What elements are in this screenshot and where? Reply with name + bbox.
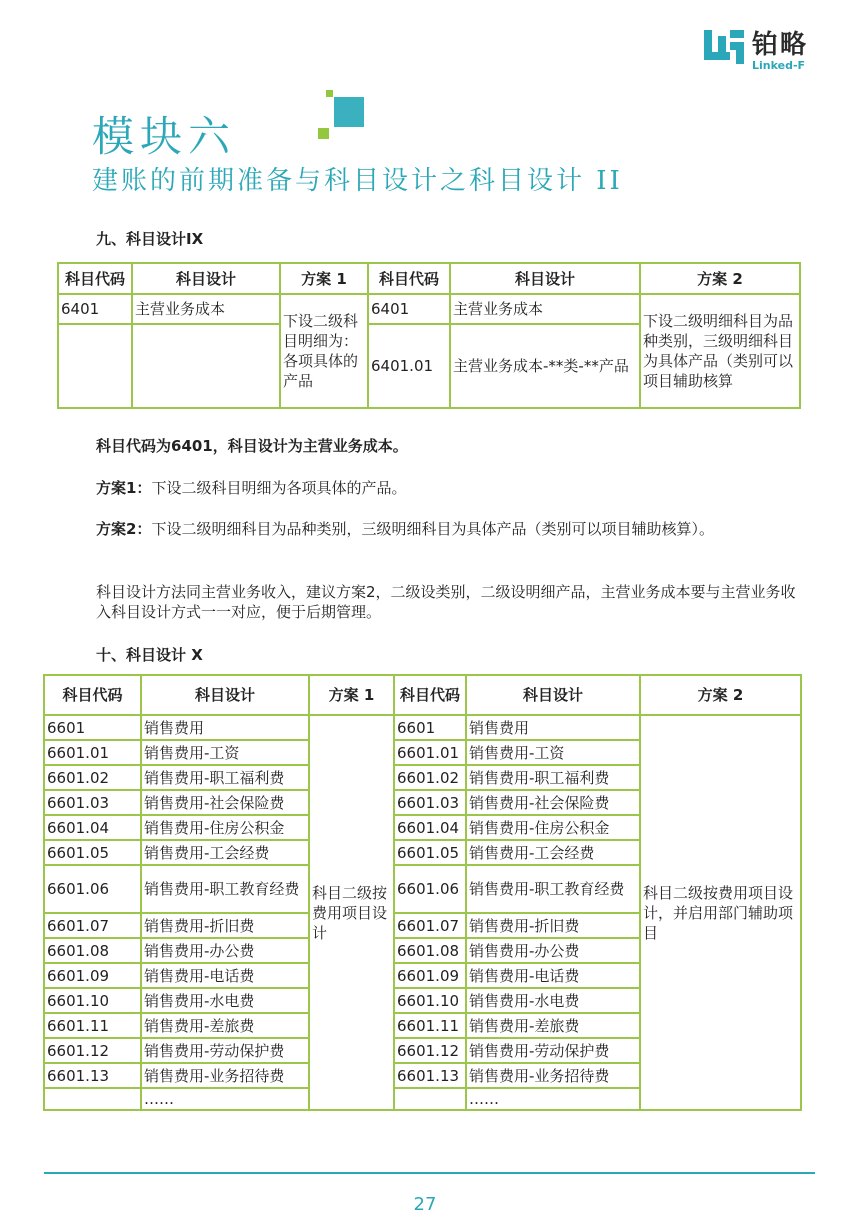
header-cell: 方案 2 [640,263,800,294]
name-cell: 销售费用 [141,715,309,740]
table-header-row [44,675,801,715]
name-cell: 销售费用-电话费 [141,963,309,988]
code-cell: 6601.01 [394,740,466,765]
code-cell [44,1088,141,1110]
code-cell: 6601.04 [394,815,466,840]
name-cell: 销售费用-职工教育经费 [466,865,640,913]
header-cell: 科目代码 [44,675,141,715]
name-cell: 主营业务成本 [132,294,280,324]
paragraph-summary: 科目代码为6401，科目设计为主营业务成本。 [96,437,408,455]
table-row [58,294,800,324]
code-cell: 6601.10 [44,988,141,1013]
header-cell: 方案 1 [280,263,368,294]
name-cell: 销售费用-职工教育经费 [141,865,309,913]
code-cell: 6601.05 [394,840,466,865]
paragraph-recommendation: 科目设计方法同主营业务收入，建议方案2，二级设类别，二级设明细产品，主营业务成本要与主营业务收入科目设计方式一一对应，便于后期管理。 [96,583,796,621]
name-cell: 主营业务成本-**类-**产品 [450,324,640,408]
code-cell: 6601.11 [44,1013,141,1038]
name-cell: 销售费用-差旅费 [466,1013,640,1038]
name-cell: 销售费用-折旧费 [466,913,640,938]
page-number: 27 [413,1194,437,1215]
code-cell: 6601.02 [394,765,466,790]
header-cell: 科目设计 [466,675,640,715]
header-cell: 方案 2 [640,675,801,715]
name-cell: 销售费用-工资 [466,740,640,765]
plan2-label: 方案2： [96,520,152,538]
name-cell: 销售费用-社会保险费 [466,790,640,815]
name-cell: 销售费用-住房公积金 [141,815,309,840]
header-cell: 科目代码 [368,263,450,294]
name-cell: 销售费用-劳动保护费 [466,1038,640,1063]
name-cell: 销售费用-水电费 [141,988,309,1013]
code-cell: 6601.09 [394,963,466,988]
code-cell: 6601.07 [44,913,141,938]
code-cell: 6601.12 [394,1038,466,1063]
code-cell: 6601.11 [394,1013,466,1038]
code-cell: 6601.06 [44,865,141,913]
section-9-title: 九、科目设计IX [96,230,204,248]
name-cell: 销售费用-水电费 [466,988,640,1013]
name-cell: 销售费用-工会经费 [466,840,640,865]
name-cell: 销售费用-住房公积金 [466,815,640,840]
module-title: 模块六 [92,112,237,161]
code-cell: 6601.02 [44,765,141,790]
code-cell: 6401 [58,294,132,324]
code-cell: 6601.13 [394,1063,466,1088]
code-cell: 6601.01 [44,740,141,765]
decor-square [326,90,333,97]
logo-chinese: 铂略 [751,30,808,60]
name-cell: 销售费用-业务招待费 [466,1063,640,1088]
name-cell: 销售费用-工资 [141,740,309,765]
code-cell: 6601.05 [44,840,141,865]
code-cell: 6601.08 [44,938,141,963]
code-cell: 6601.04 [44,815,141,840]
code-cell: 6601.13 [44,1063,141,1088]
code-cell: 6601.06 [394,865,466,913]
paragraph-plan1 [96,478,796,498]
code-cell: 6601 [394,715,466,740]
name-cell: 销售费用-差旅费 [141,1013,309,1038]
plan1-cell: 科目二级按费用项目设计 [309,715,394,1110]
footer-divider [44,1172,815,1174]
name-cell: 销售费用-办公费 [466,938,640,963]
code-cell [58,324,132,408]
name-cell: 销售费用-业务招待费 [141,1063,309,1088]
code-cell: 6601.12 [44,1038,141,1063]
decor-square [334,97,364,127]
module-subtitle: 建账的前期准备与科目设计之科目设计 II [92,166,623,196]
code-cell: 6601.10 [394,988,466,1013]
header-cell: 科目代码 [58,263,132,294]
name-cell: 销售费用-职工福利费 [466,765,640,790]
code-cell: 6601.08 [394,938,466,963]
name-cell: 销售费用-折旧费 [141,913,309,938]
header-cell: 科目设计 [132,263,280,294]
name-cell: 销售费用 [466,715,640,740]
name-cell: …… [141,1088,309,1110]
logo-english: Linked-F [751,59,806,72]
table-section-10 [43,674,802,1111]
plan2-text: 下设二级明细科目为品种类别，三级明细科目为具体产品（类别可以项目辅助核算）。 [151,520,714,538]
table-header-row [58,263,800,294]
code-cell: 6601.09 [44,963,141,988]
name-cell: …… [466,1088,640,1110]
name-cell: 销售费用-办公费 [141,938,309,963]
code-cell: 6601.03 [394,790,466,815]
decor-square [318,128,329,139]
code-cell [394,1088,466,1110]
name-cell: 销售费用-工会经费 [141,840,309,865]
table-row [44,715,801,740]
header-cell: 科目设计 [141,675,309,715]
header-cell: 科目代码 [394,675,466,715]
logo-mark-icon [704,30,746,72]
name-cell: 销售费用-电话费 [466,963,640,988]
paragraph-plan2 [96,519,796,539]
name-cell: 销售费用-社会保险费 [141,790,309,815]
header-cell: 方案 1 [309,675,394,715]
plan1-label: 方案1： [96,479,152,497]
code-cell: 6401 [368,294,450,324]
name-cell [132,324,280,408]
code-cell: 6601 [44,715,141,740]
plan2-cell: 科目二级按费用项目设计，并启用部门辅助项目 [640,715,801,1110]
name-cell: 销售费用-职工福利费 [141,765,309,790]
section-10-title: 十、科目设计 X [96,646,203,664]
name-cell: 销售费用-劳动保护费 [141,1038,309,1063]
brand-logo [704,30,808,74]
name-cell: 主营业务成本 [450,294,640,324]
table-section-9 [57,262,801,409]
plan2-cell: 下设二级明细科目为品种类别，三级明细科目为具体产品（类别可以项目辅助核算 [640,294,800,408]
plan1-text: 下设二级科目明细为各项具体的产品。 [151,479,407,497]
plan1-cell: 下设二级科目明细为：各项具体的产品 [280,294,368,408]
code-cell: 6601.03 [44,790,141,815]
code-cell: 6601.07 [394,913,466,938]
header-cell: 科目设计 [450,263,640,294]
code-cell: 6401.01 [368,324,450,408]
